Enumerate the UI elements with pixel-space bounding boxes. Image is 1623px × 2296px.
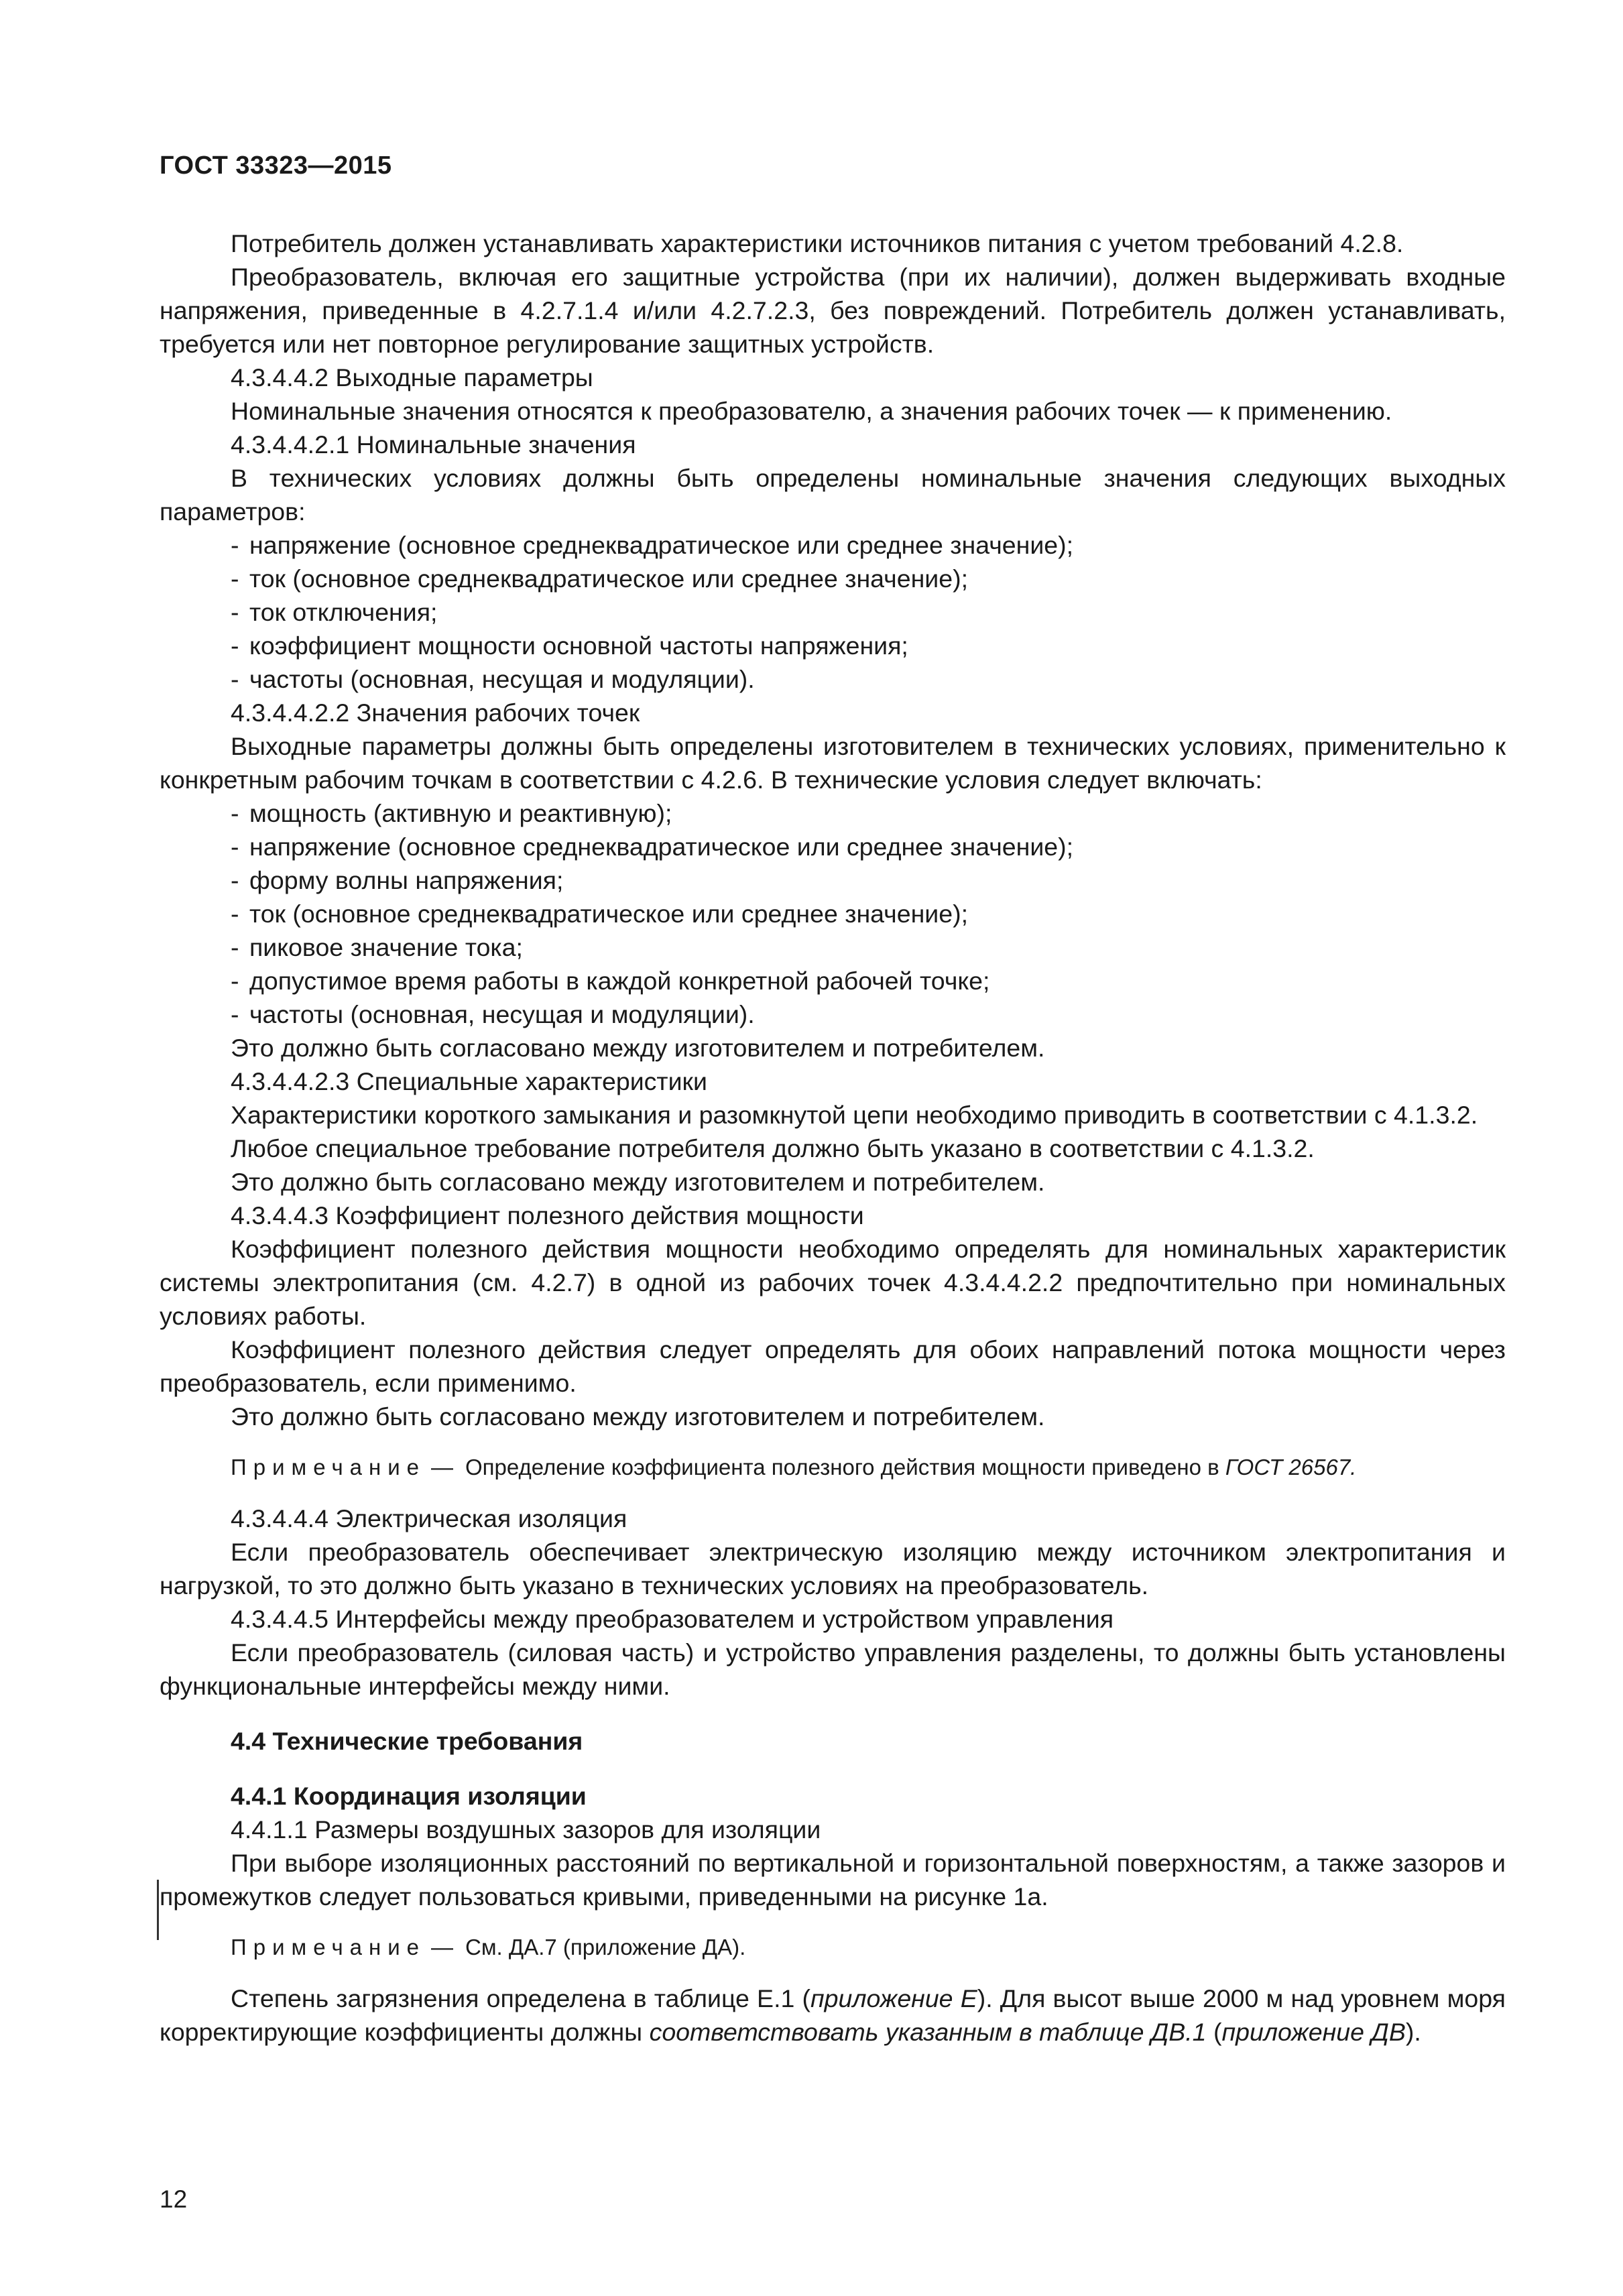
paragraph: При выборе изоляционных расстояний по вертикальной и горизонтальной поверхностям, а также зазоров и промежутков следует пользоваться кривыми, приведенными на рисунке 1а. [160,1849,1506,1911]
note: Примечание — См. ДА.7 (приложение ДА). [231,1935,746,1959]
list-item: - коэффициент мощности основной частоты напряжения; [231,631,908,660]
paragraph: Потребитель должен устанавливать характеристики источников питания с учетом требований 4.2.8. [231,229,1404,257]
clause-heading: 4.3.4.4.2 Выходные параметры [231,363,593,391]
list-operating-points [160,796,1506,1031]
list-item: - напряжение (основное среднеквадратическое или среднее значение); [231,531,1074,559]
list-item: - ток отключения; [231,598,438,626]
paragraph: Любое специальное требование потребителя должно быть указано в соответствии с 4.1.3.2. [231,1134,1315,1162]
document-body [160,227,1506,2049]
clause-heading: 4.3.4.4.2.1 Номинальные значения [231,430,636,459]
document-header: ГОСТ 33323—2015 [160,152,392,180]
list-item: - ток (основное среднеквадратическое или среднее значение); [231,900,968,928]
note-text: См. ДА.7 (приложение ДА). [465,1935,746,1959]
paragraph: Номинальные значения относятся к преобразователю, а значения рабочих точек — к применению. [231,397,1392,425]
paragraph: В технических условиях должны быть определены номинальные значения следующих выходных параметров: [160,464,1506,526]
clause-heading: 4.3.4.4.2.3 Специальные характеристики [231,1067,707,1095]
paragraph: Степень загрязнения определена в таблице Е.1 (приложение Е). Для высот выше 2000 м над уровнем моря корректирующие коэффициенты должны соответствовать указанным в таблице ДВ.1 (приложение ДВ). [160,1984,1506,2046]
paragraph: Коэффициент полезного действия мощности необходимо определять для номинальных характеристик системы электропитания (см. 4.2.7) в одной из рабочих точек 4.3.4.4.2.2 предпочтительно при номинальных условиях работы. [160,1235,1506,1330]
paragraph: Характеристики короткого замыкания и разомкнутой цепи необходимо приводить в соответствии с 4.1.3.2. [231,1101,1478,1129]
list-item: - мощность (активную и реактивную); [231,799,672,827]
paragraph: Выходные параметры должны быть определены изготовителем в технических условиях, применительно к конкретным рабочим точкам в соответствии с 4.2.6. В технические условия следует включать: [160,732,1506,794]
list-item: - напряжение (основное среднеквадратическое или среднее значение); [231,833,1074,861]
note-reference: ГОСТ 26567. [1225,1455,1357,1479]
clause-heading: 4.4.1.1 Размеры воздушных зазоров для изоляции [231,1815,821,1844]
note-label: Примечание [231,1935,426,1959]
note-label: Примечание [231,1455,426,1479]
paragraph: Преобразователь, включая его защитные устройства (при их наличии), должен выдерживать входные напряжения, приведенные в 4.2.7.1.4 и/или 4.2.7.2.3, без повреждений. Потребитель должен устанавливать, требуется или нет повторное регулирование защитных устройств. [160,263,1506,358]
paragraph: Если преобразователь (силовая часть) и устройство управления разделены, то должны быть установлены функциональные интерфейсы между ними. [160,1638,1506,1700]
paragraph: Если преобразователь обеспечивает электрическую изоляцию между источником электропитания и нагрузкой, то это должно быть указано в технических условиях на преобразователь. [160,1538,1506,1599]
subsection-heading: 4.4.1 Координация изоляции [231,1782,587,1810]
list-item: - форму волны напряжения; [231,866,564,894]
clause-heading: 4.3.4.4.2.2 Значения рабочих точек [231,699,640,727]
change-bar [157,1880,159,1940]
paragraph: Это должно быть согласовано между изготовителем и потребителем. [231,1168,1045,1196]
note: Примечание — Определение коэффициента полезного действия мощности приведено в ГОСТ 26567. [231,1455,1357,1479]
list-item: - пиковое значение тока; [231,933,523,961]
clause-heading: 4.3.4.4.4 Электрическая изоляция [231,1504,627,1532]
list-item: - частоты (основная, несущая и модуляции). [231,1000,755,1028]
list-item: - допустимое время работы в каждой конкретной рабочей точке; [231,967,990,995]
paragraph: Коэффициент полезного действия следует определять для обоих направлений потока мощности через преобразователь, если применимо. [160,1335,1506,1397]
paragraph: Это должно быть согласовано между изготовителем и потребителем. [231,1034,1045,1062]
note-text: Определение коэффициента полезного действия мощности приведено в [465,1455,1219,1479]
list-item: - частоты (основная, несущая и модуляции). [231,665,755,693]
clause-heading: 4.3.4.4.5 Интерфейсы между преобразователем и устройством управления [231,1605,1114,1633]
section-heading: 4.4 Технические требования [231,1727,583,1755]
list-nominal-values [160,528,1506,696]
clause-heading: 4.3.4.4.3 Коэффициент полезного действия мощности [231,1201,864,1229]
paragraph: Это должно быть согласовано между изготовителем и потребителем. [231,1402,1045,1431]
page-number: 12 [160,2185,188,2213]
list-item: - ток (основное среднеквадратическое или среднее значение); [231,564,968,593]
